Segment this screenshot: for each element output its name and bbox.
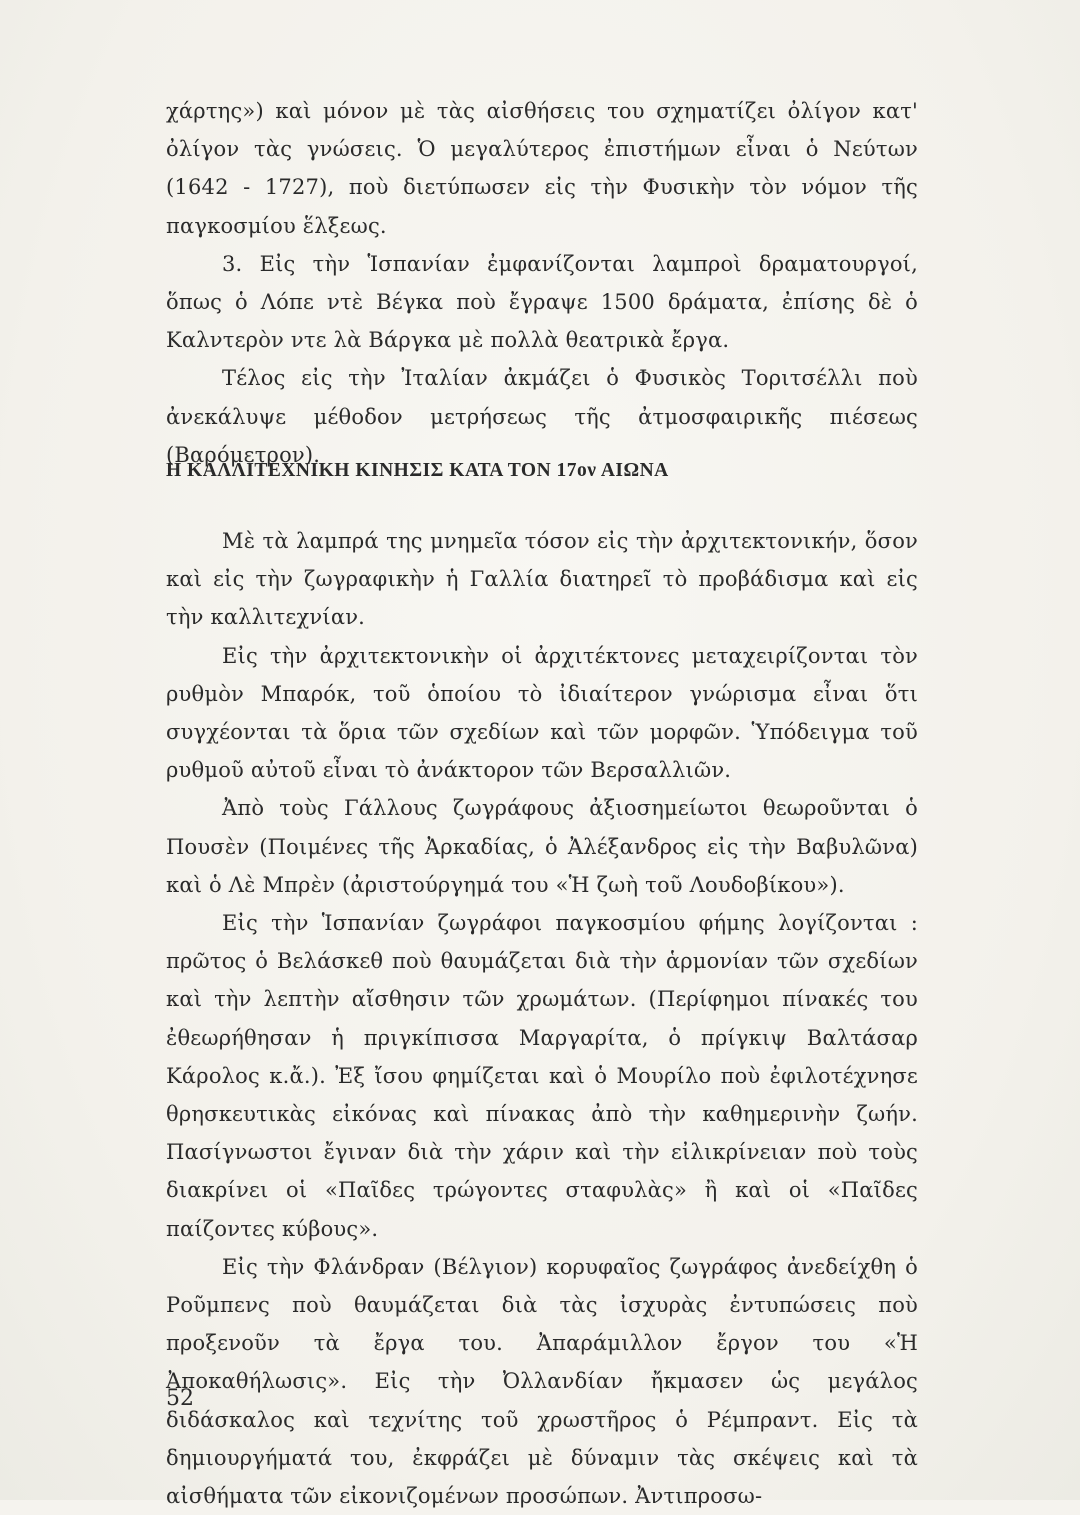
paragraph-newton: χάρτης») καὶ μόνον μὲ τὰς αἰσθήσεις του σχηματίζει ὀλίγον κατ' ὀλίγον τὰς γνώσεις. Ὁ μεγαλύτερος ἐπιστήμων εἶναι ὁ Νεύτων (1642 - 1727), ποὺ διετύπωσεν εἰς τὴν Φυσικὴν τὸν νόμον τῆς παγκοσμίου ἕλξεως. (166, 99, 918, 238)
paragraph-flanders-holland: Εἰς τὴν Φλάνδραν (Βέλγιον) κορυφαῖος ζωγράφος ἀνεδείχθη ὁ Ροῦμπενς ποὺ θαυμάζεται διὰ τὰς ἰσχυρὰς ἐντυπώσεις ποὺ προξενοῦν τὰ ἔργα του. Ἀπαράμιλλον ἔργον του «Ἡ Ἀποκαθήλωσις». Εἰς τὴν Ὀλλανδίαν ἤκμασεν ὡς μεγάλος διδάσκαλος καὶ τεχνίτης τοῦ χρωστῆρος ὁ Ρέμπραντ. Εἰς τὰ δημιουργήματά του, ἐκφράζει μὲ δύναμιν τὰς σκέψεις καὶ τὰ αἰσθήματα τῶν εἰκονιζομένων προσώπων. Ἀντιπροσω- (166, 1254, 918, 1509)
paragraph-italy-physics: Τέλος εἰς τὴν Ἰταλίαν ἀκμάζει ὁ Φυσικὸς Τοριτσέλλι ποὺ ἀνεκάλυψε μέθοδον μετρήσεως τῆς ἀτμοσφαιρικῆς πιέσεως (Βαρόμετρον). (166, 366, 918, 467)
text-section-top (166, 92, 918, 474)
section-heading: Η ΚΑΛΛΙΤΕΧΝΙΚΗ ΚΙΝΗΣΙΣ ΚΑΤΑ ΤΟΝ 17ον ΑΙΩΝΑ (166, 460, 669, 481)
text-section-bottom (166, 522, 918, 1515)
paragraph-french-painters: Ἀπὸ τοὺς Γάλλους ζωγράφους ἀξιοσημείωτοι θεωροῦνται ὁ Πουσὲν (Ποιμένες τῆς Ἀρκαδίας, ὁ Ἀλέξανδρος εἰς τὴν Βαβυλῶνα) καὶ ὁ Λὲ Μπρὲν (ἀριστούργημά του «Ἡ ζωὴ τοῦ Λουδοβίκου»). (166, 796, 918, 897)
page-number: 52 (166, 1386, 194, 1411)
paragraph-spanish-painters: Εἰς τὴν Ἱσπανίαν ζωγράφοι παγκοσμίου φήμης λογίζονται : πρῶτος ὁ Βελάσκεθ ποὺ θαυμάζεται διὰ τὴν ἁρμονίαν τῶν σχεδίων καὶ τὴν λεπτὴν αἴσθησιν τῶν χρωμάτων. (Περίφημοι πίνακές του ἐθεωρήθησαν ἡ πριγκίπισσα Μαργαρίτα, ὁ πρίγκιψ Βαλτάσαρ Κάρολος κ.ἄ.). Ἐξ ἴσου φημίζεται καὶ ὁ Μουρίλο ποὺ ἐφιλοτέχνησε θρησκευτικὰς εἰκόνας καὶ πίνακας ἀπὸ τὴν καθημερινὴν ζωήν. Πασίγνωστοι ἔγιναν διὰ τὴν χάριν καὶ τὴν εἰλικρίνειαν ποὺ τοὺς διακρίνει οἱ «Παῖδες τρώγοντες σταφυλὰς» ἢ καὶ οἱ «Παῖδες παίζοντες κύβους». (166, 911, 918, 1241)
paragraph-spain-drama: 3. Εἰς τὴν Ἱσπανίαν ἐμφανίζονται λαμπροὶ δραματουργοί, ὅπως ὁ Λόπε ντὲ Βέγκα ποὺ ἔγραψε 1500 δράματα, ἐπίσης δὲ ὁ Καλντερὸν ντε λὰ Βάργκα μὲ πολλὰ θεατρικὰ ἔργα. (166, 251, 918, 353)
paragraph-architecture: Εἰς τὴν ἀρχιτεκτονικὴν οἱ ἀρχιτέκτονες μεταχειρίζονται τὸν ρυθμὸν Μπαρόκ, τοῦ ὁποίου τὸ ἰδιαίτερον γνώρισμα εἶναι ὅτι συγχέονται τὰ ὅρια τῶν σχεδίων καὶ τῶν μορφῶν. Ὑπόδειγμα τοῦ ρυθμοῦ αὐτοῦ εἶναι τὸ ἀνάκτορον τῶν Βερσαλλιῶν. (166, 643, 918, 783)
paragraph-france: Μὲ τὰ λαμπρά της μνημεῖα τόσον εἰς τὴν ἀρχιτεκτονικήν, ὅσον καὶ εἰς τὴν ζωγραφικὴν ἡ Γαλλία διατηρεῖ τὸ προβάδισμα καὶ εἰς τὴν καλλιτεχνίαν. (166, 529, 918, 630)
